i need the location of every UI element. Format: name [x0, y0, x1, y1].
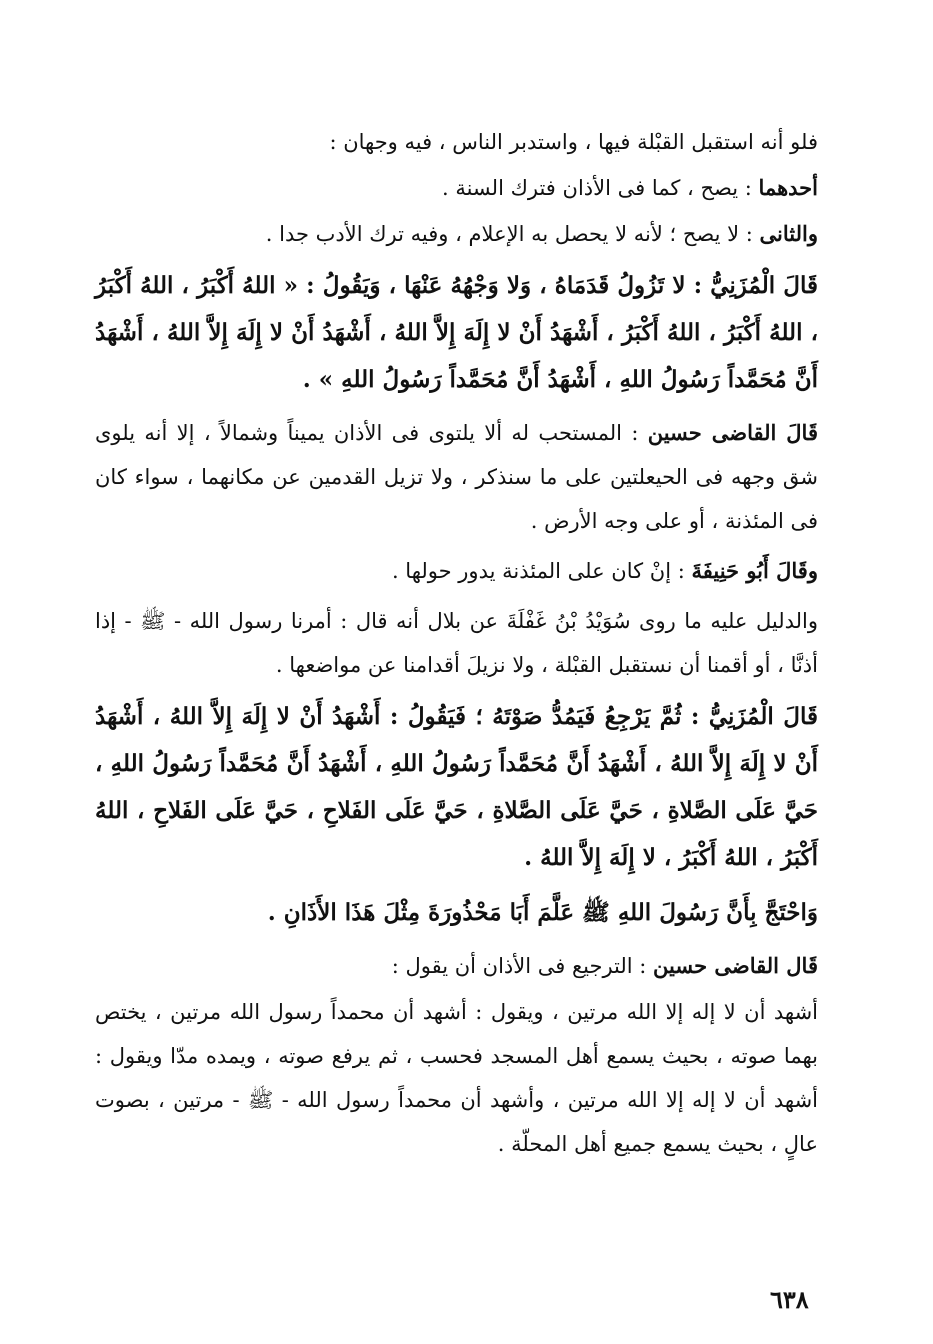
- paragraph-text: : يصح ، كما فى الأذان فترك السنة .: [441, 176, 759, 200]
- paragraph-text: : إنْ كان على المئذنة يدور حولها .: [391, 559, 692, 583]
- matn-muzani-adhan: قَالَ الْمُزَنِيُّ : لا تَزُولُ قَدَمَاهُ ، وَلا وَجْهُهُ عَنْهَا ، وَيَقُولُ : « اللهُ أَكْبَرُ ، اللهُ أَكْبَرُ ، اللهُ أَكْبَرُ ، اللهُ أَكْبَرُ ، أَشْهَدُ أَنْ لا إِلَهَ إِلاَّ اللهُ ، أَشْهَدُ أَنْ لا إِلَهَ إِلاَّ اللهُ ، أَشْهَدُ أَنَّ مُحَمَّداً رَسُولُ اللهِ ، أَشْهَدُ أَنَّ مُحَمَّداً رَسُولُ اللهِ » .: [95, 272, 818, 393]
- paragraph-abu-hanifa: [95, 549, 840, 593]
- paragraph-text: : الترجيع فى الأذان أن يقول :: [391, 954, 654, 978]
- matn-abu-mahdhura: وَاحْتَجَّ بِأَنَّ رَسُولَ اللهِ ﷺ عَلَّمَ أَبَا مَحْذُورَةَ مِثْلَ هَذَا الأَذَانِ .: [267, 899, 818, 926]
- paragraph-tarji-description: أشهد أن لا إله إلا الله مرتين ، ويقول : أشهد أن محمداً رسول الله مرتين ، يختص بهما صوته ، بحيث يسمع أهل المسجد فحسب ، ثم يرفع صوته ، ويمده مدّا ويقول : أشهد أن لا إله إلا الله مرتين ، وأشهد أن محمداً رسول الله - ﷺ - مرتين ، بصوت عالٍ ، بحيث يسمع جميع أهل المحلّة .: [95, 1000, 818, 1156]
- paragraph-lead: قَالَ القاضى حسين: [647, 420, 818, 445]
- paragraph-evidence: والدليل عليه ما روى سُوَيْدُ بْنُ غَفْلَةَ عن بلال أنه قال : أمرنا رسول الله - ﷺ - إذا أذنَّا ، أو أقمنا أن نستقبل القبْلة ، ولا نزيلَ أقدامنا عن مواضعها .: [95, 609, 818, 677]
- paragraph-text: فلو أنه استقبل القبْلة فيها ، واستدبر الناس ، فيه وجهان :: [329, 130, 818, 154]
- paragraph-lead: والثانى: [759, 221, 818, 246]
- paragraph-text: : المستحب له ألا يلتوى فى الأذان يميناً وشمالاً ، إلا أنه يلوى شق وجهه فى الحيعلتين على ما سنذكر ، ولا تزيل القدمين عن مكانهما ، سواء كان فى المئذنة ، أو على وجه الأرض .: [95, 421, 818, 533]
- paragraph-qadi-husayn-2: [95, 944, 840, 988]
- matn-muzani-tarji: قَالَ الْمُزَنِيُّ : ثُمَّ يَرْجِعُ فَيَمُدُّ صَوْتَهُ ؛ فَيَقُولُ : أَشْهَدُ أَنْ لا إِلَهَ إِلاَّ اللهُ ، أَشْهَدُ أَنْ لا إِلَهَ إِلاَّ اللهُ ، أَشْهَدُ أَنَّ مُحَمَّداً رَسُولُ اللهِ ، أَشْهَدُ أَنَّ مُحَمَّداً رَسُولُ اللهِ ، حَيَّ عَلَى الصَّلاةِ ، حَيَّ عَلَى الصَّلاةِ ، حَيَّ عَلَى الفَلاحِ ، حَيَّ عَلَى الفَلاحِ ، اللهُ أَكْبَرُ ، اللهُ أَكْبَرُ ، لا إِلَهَ إِلاَّ اللهُ .: [95, 703, 818, 871]
- paragraph-lead: قَال القاضى حسين: [653, 953, 818, 978]
- paragraph-text: : لا يصح ؛ لأنه لا يحصل به الإعلام ، وفيه ترك الأدب جدا .: [265, 222, 760, 246]
- paragraph-qadi-husayn-1: [95, 411, 840, 543]
- page-number: ٦٣٨: [770, 1285, 809, 1314]
- paragraph-lead: أحدهما: [758, 175, 818, 200]
- document-page: [95, 120, 840, 1172]
- paragraph-first-view: [95, 166, 840, 210]
- paragraph-lead: وقَالَ أَبُو حَنِيفَةَ: [691, 558, 818, 583]
- paragraph-second-view: [95, 212, 840, 256]
- paragraph-facing-qibla: [95, 120, 840, 164]
